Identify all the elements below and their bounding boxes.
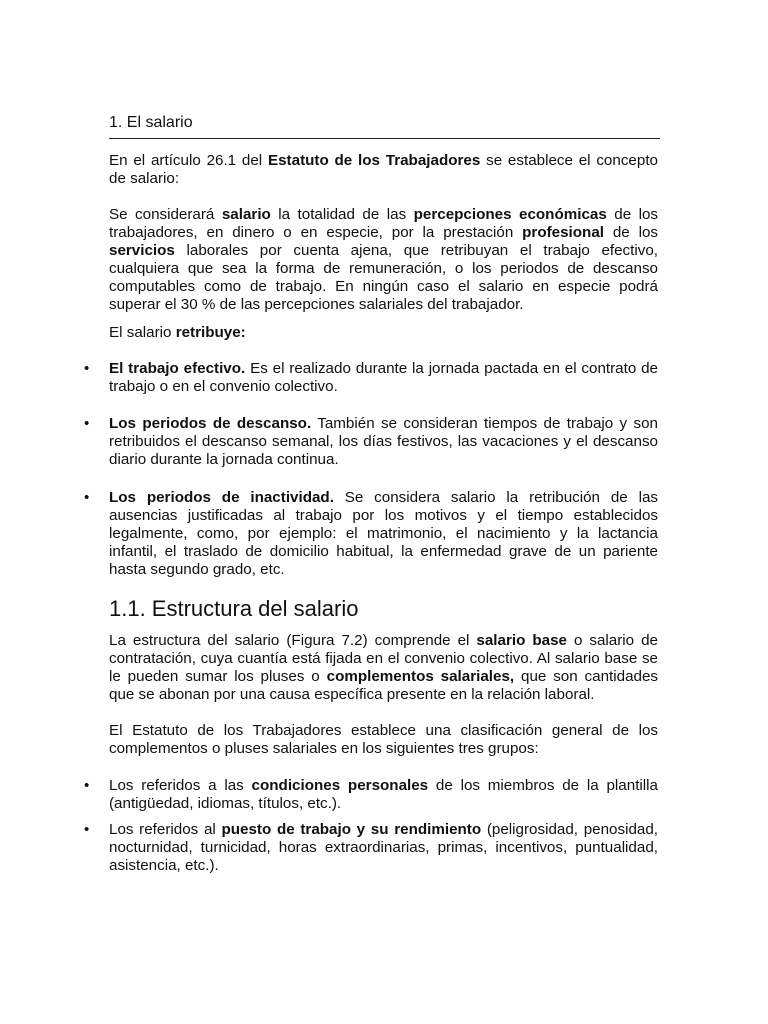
- list-item-bold: Los periodos de inactividad.: [109, 489, 334, 506]
- definition-bold-percepciones: percepciones económicas: [413, 206, 607, 223]
- list-item-text: Los referidos al: [109, 821, 222, 838]
- estructura-text-3: que son cantidades que se abonan por una causa específica presente en la relación laboral.: [109, 668, 659, 703]
- list-item: [84, 777, 658, 813]
- list-item-text: Los referidos a las: [109, 777, 252, 794]
- list-item: [84, 489, 658, 579]
- list-item-bold: Los periodos de descanso.: [109, 415, 312, 432]
- bullet-icon: •: [84, 415, 90, 432]
- estructura-text-2: o salario de contratación, cuya cuantía está fijada en el convenio colectivo. Al salario base se le pueden sumar los pluses o: [109, 632, 658, 685]
- retribuye-paragraph: [109, 324, 658, 342]
- estructura-paragraph: [109, 632, 658, 704]
- definition-text-3: de los trabajadores, en dinero o en especie, por la prestación: [109, 206, 659, 241]
- list-item-text: Se considera salario la retribución de las ausencias justificadas al trabajo por los motivos y el tiempo establecidos legalmente, como, por ejemplo: el matrimonio, el nacimiento y la lactancia infantil, el traslado de domicilio habitual, la enfermedad grave de un pariente hasta segundo grado, etc.: [109, 489, 658, 578]
- list-item: [84, 415, 658, 469]
- estructura-bold-salario-base: salario base: [476, 632, 567, 649]
- estructura-bold-complementos: complementos salariales,: [326, 668, 515, 685]
- bullet-icon: •: [84, 821, 90, 838]
- subsection-title: 1.1. Estructura del salario: [109, 596, 359, 621]
- definition-paragraph: [109, 206, 658, 314]
- estructura-text-1: La estructura del salario (Figura 7.2) comprende el: [109, 632, 477, 649]
- list-item-text: Es el realizado durante la jornada pactada en el contrato de trabajo o en el convenio colectivo.: [109, 360, 658, 395]
- intro-paragraph: [109, 152, 658, 188]
- definition-text-2: la totalidad de las: [270, 206, 414, 223]
- definition-bold-servicios: servicios: [109, 242, 175, 259]
- list-item: [84, 360, 658, 396]
- list-item-bold: El trabajo efectivo.: [109, 360, 246, 377]
- bullet-icon: •: [84, 360, 90, 377]
- clasificacion-paragraph: El Estatuto de los Trabajadores establece una clasificación general de los complementos o pluses salariales en los siguientes tres grupos:: [109, 722, 658, 757]
- retribuye-text: El salario: [109, 324, 176, 341]
- list-item-bold: condiciones personales: [251, 777, 429, 794]
- list-item: [84, 821, 659, 875]
- intro-bold-estatuto: Estatuto de los Trabajadores: [267, 152, 481, 169]
- retribuye-bold: retribuye:: [175, 324, 246, 341]
- complementos-list: [84, 777, 659, 875]
- definition-text-1: Se considerará: [109, 206, 222, 223]
- list-item-text: También se consideran tiempos de trabajo y son retribuidos el descanso semanal, los días festivos, las vacaciones y el descanso diario durante la jornada continua.: [109, 415, 658, 468]
- definition-text-5: laborales por cuenta ajena, que retribuyan el trabajo efectivo, cualquiera que sea la forma de remuneración, o los periodos de descanso computables como de trabajo. En ningún caso el salario en especie podrá superar el 30 % de las percepciones salariales del trabajador.: [109, 242, 658, 313]
- retribuye-list: [84, 360, 658, 579]
- definition-bold-profesional: profesional: [522, 224, 604, 241]
- section-title: 1. El salario: [109, 113, 660, 139]
- intro-text-2: se establece el concepto de salario:: [109, 152, 658, 187]
- bullet-icon: •: [84, 777, 90, 794]
- definition-bold-salario: salario: [221, 206, 271, 223]
- list-item-text: de los miembros de la plantilla (antigüedad, idiomas, títulos, etc.).: [109, 777, 658, 812]
- list-item-text: (peligrosidad, penosidad, nocturnidad, turnicidad, horas extraordinarias, primas, incentivos, puntualidad, asistencia, etc.).: [109, 821, 659, 874]
- bullet-icon: •: [84, 489, 90, 506]
- intro-text-1: En el artículo 26.1 del: [109, 152, 268, 169]
- list-item-bold: puesto de trabajo y su rendimiento: [221, 821, 482, 838]
- page-content: [84, 113, 659, 875]
- definition-text-4: de los: [603, 224, 658, 241]
